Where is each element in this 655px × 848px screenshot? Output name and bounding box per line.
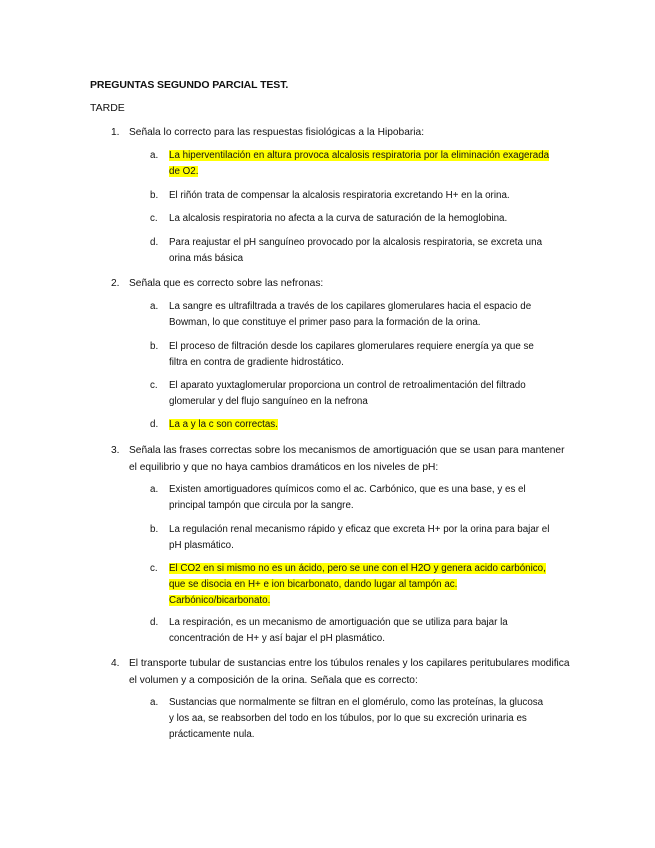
option-letter: a. <box>150 484 159 495</box>
question-number: 1. <box>111 127 120 138</box>
option-letter: b. <box>150 341 159 352</box>
question-text: Señala lo correcto para las respuestas fisiológicas a la Hipobaria: <box>129 127 425 138</box>
question-3-option-d <box>150 615 550 647</box>
option-letter: d. <box>150 419 159 430</box>
question-text: Señala que es correcto sobre las nefronas: <box>129 278 324 289</box>
option-letter: c. <box>150 213 158 224</box>
option-text: Sustancias que normalmente se filtran en el glomérulo, como las proteínas, la glucosa y los aa, se reabsorben del todo en los túbulos, por lo que su excreción urinaria es prácticamente nula. <box>169 697 544 740</box>
option-text: La alcalosis respiratoria no afecta a la curva de saturación de la hemoglobina. <box>169 213 508 224</box>
question-1-option-b <box>150 188 550 204</box>
question-number: 2. <box>111 278 120 289</box>
option-text: El proceso de filtración desde los capilares glomerulares requiere energía ya que se filtra en contra de gradiente hidrostático. <box>169 341 534 368</box>
section-label: TARDE <box>90 102 125 114</box>
document-title: PREGUNTAS SEGUNDO PARCIAL TEST. <box>90 79 289 91</box>
option-letter: d. <box>150 237 159 248</box>
question-text: El transporte tubular de sustancias entre los túbulos renales y los capilares peritubulares modifica el volumen y a composición de la orina. Señala que es correcto: <box>129 658 570 686</box>
question-2-option-b <box>150 339 550 371</box>
question-3-option-a <box>150 482 550 514</box>
question-4 <box>111 655 571 689</box>
option-text: La regulación renal mecanismo rápido y eficaz que excreta H+ por la orina para bajar el pH plasmático. <box>169 524 550 551</box>
option-letter: d. <box>150 617 159 628</box>
question-1 <box>111 124 571 141</box>
option-letter: c. <box>150 563 158 574</box>
question-2-option-d <box>150 417 550 433</box>
option-text: El riñón trata de compensar la alcalosis respiratoria excretando H+ en la orina. <box>169 190 510 201</box>
question-3-option-b <box>150 522 550 554</box>
question-3-option-c <box>150 561 550 609</box>
option-text: La respiración, es un mecanismo de amortiguación que se utiliza para bajar la concentración de H+ y así bajar el pH plasmático. <box>169 617 508 644</box>
option-text: La sangre es ultrafiltrada a través de los capilares glomerulares hacia el espacio de Bowman, lo que constituye el primer paso para la formación de la orina. <box>169 301 532 328</box>
question-2-option-a <box>150 299 550 331</box>
option-letter: c. <box>150 380 158 391</box>
question-3 <box>111 442 571 476</box>
option-text-highlighted: El CO2 en si mismo no es un ácido, pero se une con el H2O y genera acido carbónico, que se disocia en H+ e ion bicarbonato, dando lugar al tampón ac. Carbónico/bicarbonato. <box>169 563 546 606</box>
question-2-option-c <box>150 378 550 410</box>
question-number: 3. <box>111 445 120 456</box>
option-text: El aparato yuxtaglomerular proporciona un control de retroalimentación del filtrado glomerular y del flujo sanguíneo en la nefrona <box>169 380 526 407</box>
option-letter: b. <box>150 190 159 201</box>
option-text: Para reajustar el pH sanguíneo provocado por la alcalosis respiratoria, se excreta una orina más básica <box>169 237 543 264</box>
question-4-option-a <box>150 695 550 743</box>
question-1-option-c <box>150 211 550 227</box>
option-letter: a. <box>150 697 159 708</box>
question-number: 4. <box>111 658 120 669</box>
option-text-highlighted: La a y la c son correctas. <box>169 419 278 430</box>
option-letter: a. <box>150 301 159 312</box>
question-text: Señala las frases correctas sobre los mecanismos de amortiguación que se usan para mantener el equilibrio y que no haya cambios dramáticos en los niveles de pH: <box>129 445 565 473</box>
option-letter: a. <box>150 150 159 161</box>
question-1-option-d <box>150 235 550 267</box>
question-2 <box>111 275 571 292</box>
option-text-highlighted: La hiperventilación en altura provoca alcalosis respiratoria por la eliminación exagerada de O2. <box>169 150 550 177</box>
option-text: Existen amortiguadores químicos como el ac. Carbónico, que es una base, y es el principal tampón que circula por la sangre. <box>169 484 526 511</box>
option-letter: b. <box>150 524 159 535</box>
question-1-option-a <box>150 148 550 180</box>
